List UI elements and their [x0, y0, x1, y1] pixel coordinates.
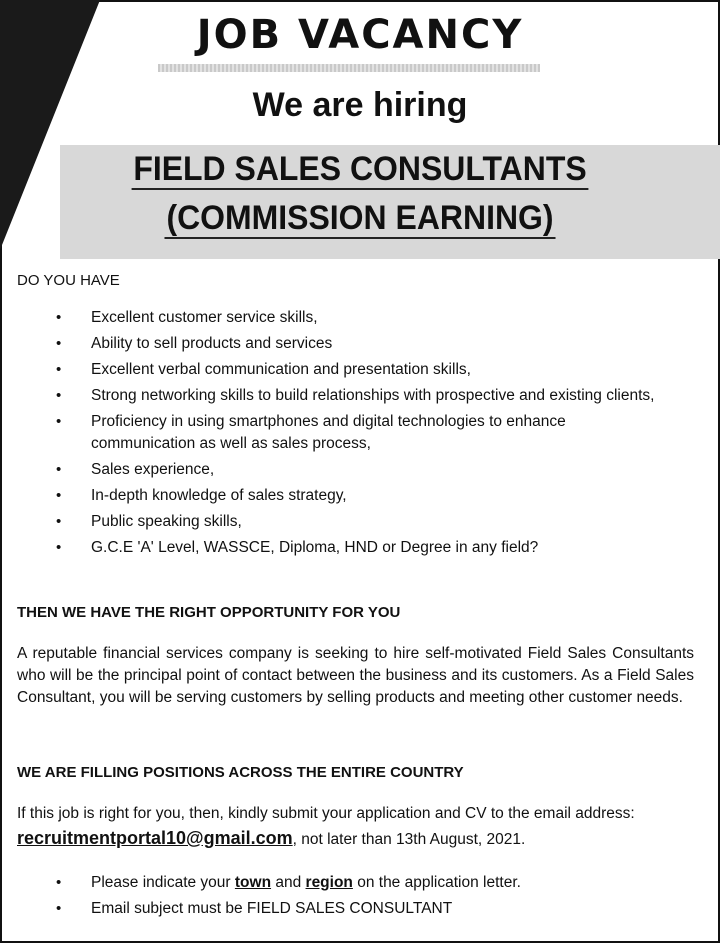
list-item: • Proficiency in using smartphones and digital technologies to enhance communication as well as sales process, [56, 413, 566, 452]
requirements-list [0, 307, 720, 563]
list-item: • In-depth knowledge of sales strategy, [0, 485, 720, 507]
town-keyword: town [234, 874, 272, 891]
bullet-icon: • [56, 539, 62, 556]
email-line [17, 828, 525, 849]
bullet-icon: • [56, 335, 62, 352]
region-keyword: region [305, 874, 353, 891]
position-subtitle [22, 199, 699, 238]
bullet-icon: • [56, 361, 62, 378]
bullet-icon: • [56, 487, 62, 504]
subtitle: We are hiring [252, 86, 468, 124]
list-item: • Strong networking skills to build relationships with prospective and existing clients, [0, 385, 720, 407]
email-address[interactable]: recruitmentportal10@gmail.com [17, 828, 293, 848]
bullet-icon: • [56, 513, 62, 530]
title-underline [158, 64, 540, 72]
position-title-line2: (COMMISSION EARNING) [166, 199, 554, 237]
list-item: • Excellent customer service skills, [0, 307, 720, 329]
bullet-icon: • [56, 874, 62, 891]
list-item: • Please indicate your town and region on the application letter. [0, 872, 720, 894]
section-heading-requirements: DO YOU HAVE [17, 272, 120, 289]
section-heading-positions: WE ARE FILLING POSITIONS ACROSS THE ENTIRE COUNTRY [17, 764, 464, 781]
list-item: • Excellent verbal communication and presentation skills, [0, 359, 720, 381]
list-item: • Public speaking skills, [0, 511, 720, 533]
list-item: • G.C.E 'A' Level, WASSCE, Diploma, HND or Degree in any field? [0, 537, 720, 559]
page-title: JOB VACANCY [196, 12, 524, 58]
deadline-text: , not later than 13th August, 2021. [292, 831, 526, 848]
position-title [22, 150, 699, 189]
section-heading-opportunity: THEN WE HAVE THE RIGHT OPPORTUNITY FOR YOU [17, 604, 401, 621]
bullet-icon: • [56, 387, 62, 404]
description-paragraph: A reputable financial services company is seeking to hire self-motivated Field Sales Consultants who will be the principal point of contact between the business and its customers. As a Field Sales Consultant, you will be serving customers by selling products and meeting other customer needs. [17, 645, 694, 706]
list-item: • Sales experience, [0, 459, 720, 481]
bullet-icon: • [56, 900, 62, 917]
position-title-line1: FIELD SALES CONSULTANTS [133, 150, 587, 188]
bullet-icon: • [56, 461, 62, 478]
list-item: • Email subject must be FIELD SALES CONSULTANT [0, 898, 720, 920]
apply-instructions: If this job is right for you, then, kindly submit your application and CV to the email address: [17, 805, 635, 822]
notes-list [0, 872, 720, 924]
bullet-icon: • [56, 413, 62, 430]
list-item: • Ability to sell products and services [0, 333, 720, 355]
bullet-icon: • [56, 309, 62, 326]
